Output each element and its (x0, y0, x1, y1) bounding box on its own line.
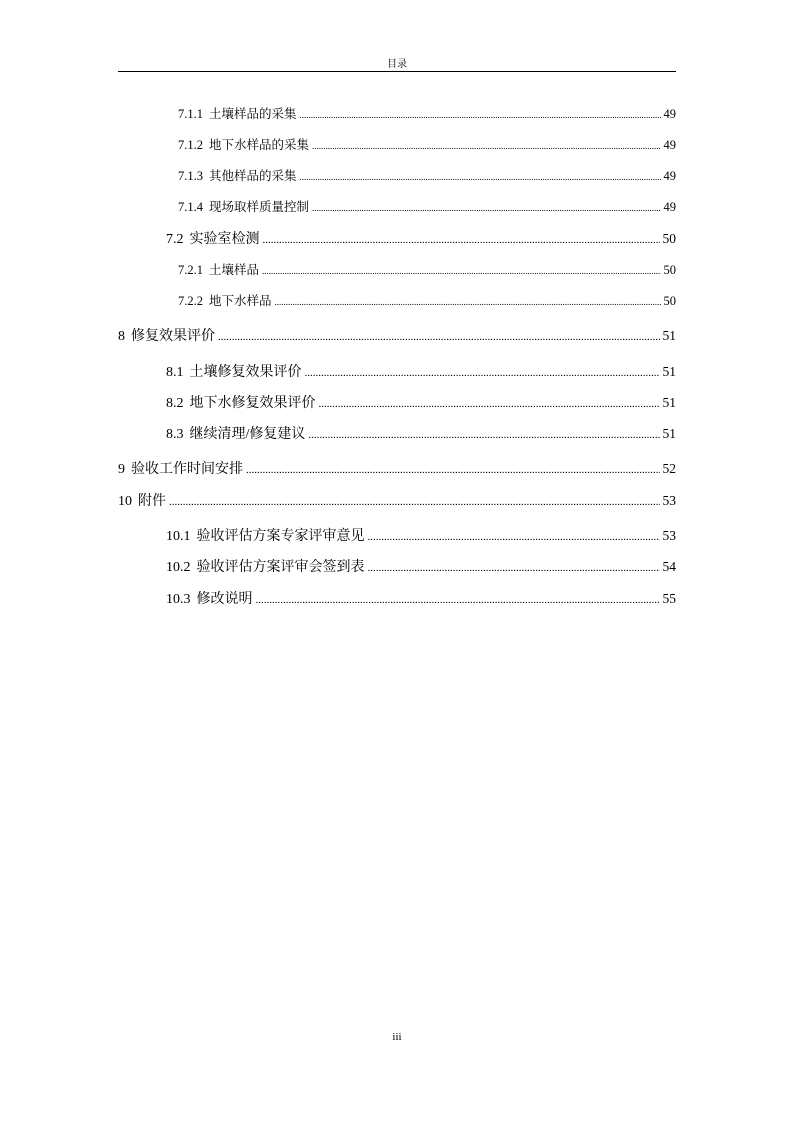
toc-entry-page: 51 (662, 364, 676, 379)
toc-entry[interactable] (178, 291, 676, 309)
toc-entry-page: 53 (662, 493, 676, 508)
dot-leader (169, 496, 660, 508)
toc-entry[interactable] (118, 325, 676, 345)
toc-entry[interactable] (166, 423, 676, 443)
toc-entry-page: 53 (662, 528, 676, 543)
header-divider (118, 71, 676, 72)
toc-entry-title: 修复效果评价 (131, 329, 215, 344)
page-number-footer: iii (392, 1031, 402, 1043)
toc-entry-page: 49 (663, 107, 676, 121)
dot-leader (300, 110, 661, 120)
dot-leader (262, 266, 660, 276)
toc-entry-title: 地下水样品 (209, 294, 272, 308)
toc-entry-title: 土壤样品的采集 (209, 107, 297, 121)
toc-entry-number: 8.1 (166, 365, 184, 380)
dot-leader (305, 367, 660, 379)
toc-entry-title: 地下水修复效果评价 (189, 396, 316, 411)
dot-leader (312, 141, 660, 151)
toc-entry-title: 继续清理/修复建议 (189, 427, 306, 442)
toc-entry[interactable] (178, 104, 676, 122)
toc-entry-page: 52 (662, 461, 676, 476)
dot-leader (312, 203, 660, 213)
dot-leader (275, 297, 661, 307)
toc-entry-number: 7.2.2 (178, 294, 203, 308)
dot-leader (300, 172, 661, 182)
toc-entry-page: 49 (663, 169, 676, 183)
toc-entry-number: 10.3 (166, 592, 191, 607)
dot-leader (218, 331, 660, 343)
dot-leader (263, 234, 660, 246)
toc-entry-title: 土壤样品 (209, 263, 260, 277)
dot-leader (368, 531, 660, 543)
toc-entry[interactable] (166, 556, 676, 576)
toc-entry-title: 验收评估方案专家评审意见 (196, 529, 365, 544)
toc-entry[interactable] (166, 525, 676, 545)
toc-entry-number: 7.1.3 (178, 169, 203, 183)
toc-entry-number: 10.1 (166, 529, 191, 544)
toc-entry[interactable] (178, 197, 676, 215)
toc-entry[interactable] (118, 490, 676, 510)
dot-leader (368, 562, 660, 574)
toc-entry-page: 50 (663, 294, 676, 308)
toc-entry[interactable] (178, 166, 676, 184)
header-title: 目录 (387, 59, 407, 70)
toc-entry-page: 51 (662, 395, 676, 410)
toc-entry-title: 现场取样质量控制 (209, 200, 310, 214)
toc-entry-page: 55 (662, 591, 676, 606)
toc-entry-title: 土壤修复效果评价 (189, 365, 302, 380)
toc-entry[interactable] (166, 228, 676, 248)
dot-leader (308, 429, 659, 441)
dot-leader (246, 464, 660, 476)
toc-entry[interactable] (178, 135, 676, 153)
toc-entry-number: 7.1.2 (178, 138, 203, 152)
toc-entry-page: 54 (662, 559, 676, 574)
toc-entry[interactable] (118, 458, 676, 478)
dot-leader (256, 594, 660, 606)
toc-entry-title: 实验室检测 (189, 232, 260, 247)
toc-entry-title: 其他样品的采集 (209, 169, 297, 183)
toc-entry-number: 7.2 (166, 232, 184, 247)
toc-entry-number: 9 (118, 462, 125, 477)
toc-entry-page: 49 (663, 200, 676, 214)
toc-entry-number: 8.3 (166, 427, 184, 442)
toc-entry-number: 10.2 (166, 560, 191, 575)
toc-entry-page: 51 (662, 426, 676, 441)
toc-entry-title: 修改说明 (196, 592, 253, 607)
toc-entry-number: 8.2 (166, 396, 184, 411)
toc-entry-number: 8 (118, 329, 125, 344)
toc-entry[interactable] (178, 260, 676, 278)
toc-entry[interactable] (166, 361, 676, 381)
toc-entry-title: 附件 (138, 494, 166, 509)
toc-entry-page: 49 (663, 138, 676, 152)
dot-leader (319, 398, 660, 410)
toc-entry-title: 验收工作时间安排 (131, 462, 243, 477)
toc-entry-number: 7.1.4 (178, 200, 203, 214)
toc-entry-page: 50 (663, 263, 676, 277)
toc-entry-number: 10 (118, 494, 132, 509)
toc-entry-title: 验收评估方案评审会签到表 (196, 560, 365, 575)
toc-entry-number: 7.1.1 (178, 107, 203, 121)
toc-entry[interactable] (166, 392, 676, 412)
toc-entry-page: 50 (662, 231, 676, 246)
toc-entry-number: 7.2.1 (178, 263, 203, 277)
toc-entry-title: 地下水样品的采集 (209, 138, 310, 152)
toc-entry-page: 51 (662, 328, 676, 343)
toc-entry[interactable] (166, 588, 676, 608)
